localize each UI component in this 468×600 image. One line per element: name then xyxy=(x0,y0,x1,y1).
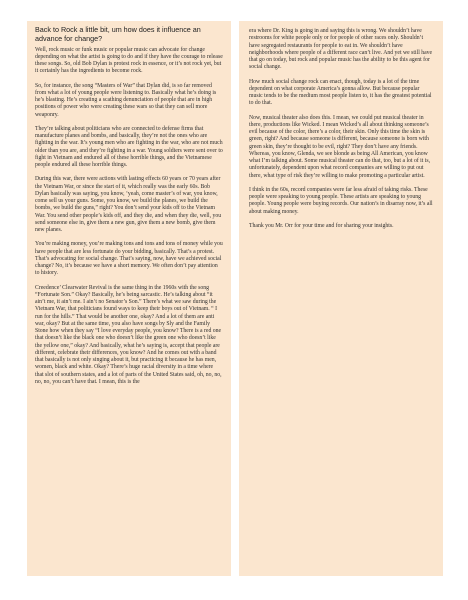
left-column xyxy=(27,21,231,576)
paragraph: They’re talking about politicians who are connected to defense firms that manufacture planes and bombs, and basically, they’re not the ones who are fighting in the war. It’s young men who are fighting in the war, who are not much older than you are, and they’re fighting in a war. Young soldiers were sent over to fight in Vietnam and endured all of these horrible things, and the Vietnamese people endured all these horrible things. xyxy=(35,125,223,169)
paragraph: So, for instance, the song “Masters of War” that Dylan did, is so far removed from what a lot of young people were listening to. Basically what he’s doing is he’s blasting. He’s creating a scathing denunciation of people that are in high positions of power who were creating these wars so that they can sell more weaponry. xyxy=(35,82,217,118)
paragraph: Well, rock music or funk music or popular music can advocate for change depending on what the artist is going to do and if they have the courage to release these songs. So, old Bob Dylan is protest rock in essence, or it’s not rock yet, but it certainly has the ingredients to become rock. xyxy=(35,46,223,75)
paragraph: How much social change rock can enact, though, today is a lot of the time dependent on what corporate America’s gonna allow. But because popular music tends to be the medium most people listen to, it has the greatest potential to do that. xyxy=(249,78,432,107)
paragraph: Creedence’ Clearwater Revival is the same thing in the 1960s with the song “Fortunate Son.” Okay? Basically, he’s being sarcastic. He’s talking about “it ain’t me, it ain’t me. I ain’t no Senator’s Son.” There’s what we saw during the Vietnam War, that politicians found ways to keep their boys out of Vietnam. “ I run for the hills.” That would be another one, okay? And a lot of them are anti war, okay? But at the same time, you also have songs by Sly and the Family Stone how when they say “I love everyday people, you know? There is a red one that doesn’t like the black one who doesn’t like the green one who doesn’t like the yellow one,” okay? And basically, what he’s saying is, accept that people are different, celebrate their differences, you know? And he comes out with a band that basically is not only singing about it, but practicing it because he has men, women, black and white. Okay? There’s huge racial diversity in a time where that slot of southern states, and a lot of parts of the United States said, oh, no, no, no, no, you can’t have that. I mean, this is the xyxy=(35,284,222,385)
closing-paragraph: Thank you Mr. Orr for your time and for sharing your insights. xyxy=(249,222,394,229)
paragraph: During this war, there were actions with lasting effects 60 years or 70 years after the Vietnam War, or since the start of it, which really was the early 60s. Bob Dylan basically was saying, you know, ‘yeah, come master’s of war, you know, come sell us your guns. Some, you know, we build the planes, we build the bombs, we build the guns,” right? You don’t send your kids off to the Vietnam War. You send other people’s kids off, and they die, and when they die, well, you send someone else in, give them a new gun, give them a new bomb, give them new planes. xyxy=(35,176,222,234)
paragraph: You’re making money, you’re making tons and tons and tons of money while you have people that are less fortunate do your bidding, basically. That’s a protest. That’s advocating for social change. That’s saying, now, have we achieved social change? No, it’s because we have a short memory. We often don’t pay attention to history. xyxy=(35,241,223,277)
paragraph: Now, musical theater also does this. I mean, we could put musical theater in there, productions like Wicked. I mean Wicked’s all about thinking someone’s evil because of the color, there’s a color, their skin. Only this time the skin is green, right? And because someone is different, because someone is born with green skin, they’re thought to be evil, right? They don’t have any friends. Whereas, you know, Glenda, we see blonde as being All American, you know what I’m talking about. Some musical theater can do that, too, but a lot of it is, unfortunately, dependent upon what record companies are willing to put out there, what type of risk they’re willing to make promoting a particular artist. xyxy=(249,114,431,179)
paragraph: era where Dr. King is going in and saying this is wrong. We shouldn’t have restrooms for white people only or for people of other races only. Shouldn’t have segregated restaurants for people to eat in. We shouldn’t have neighborhoods where people of a different race can’t live. And yet we still have that go on today, but rock and popular music has the ability to be this agent for social change. xyxy=(249,28,433,71)
right-column xyxy=(239,21,443,576)
paragraph: I think in the 60s, record companies were far less afraid of taking risks. These people were speaking to young people. These artists are speaking to young people. Young people were buying records. Our nation’s in disarray now, it’s all about making money. xyxy=(249,186,433,215)
interview-question: Back to Rock a little bit, um how does it influence an advance for change? xyxy=(35,25,201,43)
